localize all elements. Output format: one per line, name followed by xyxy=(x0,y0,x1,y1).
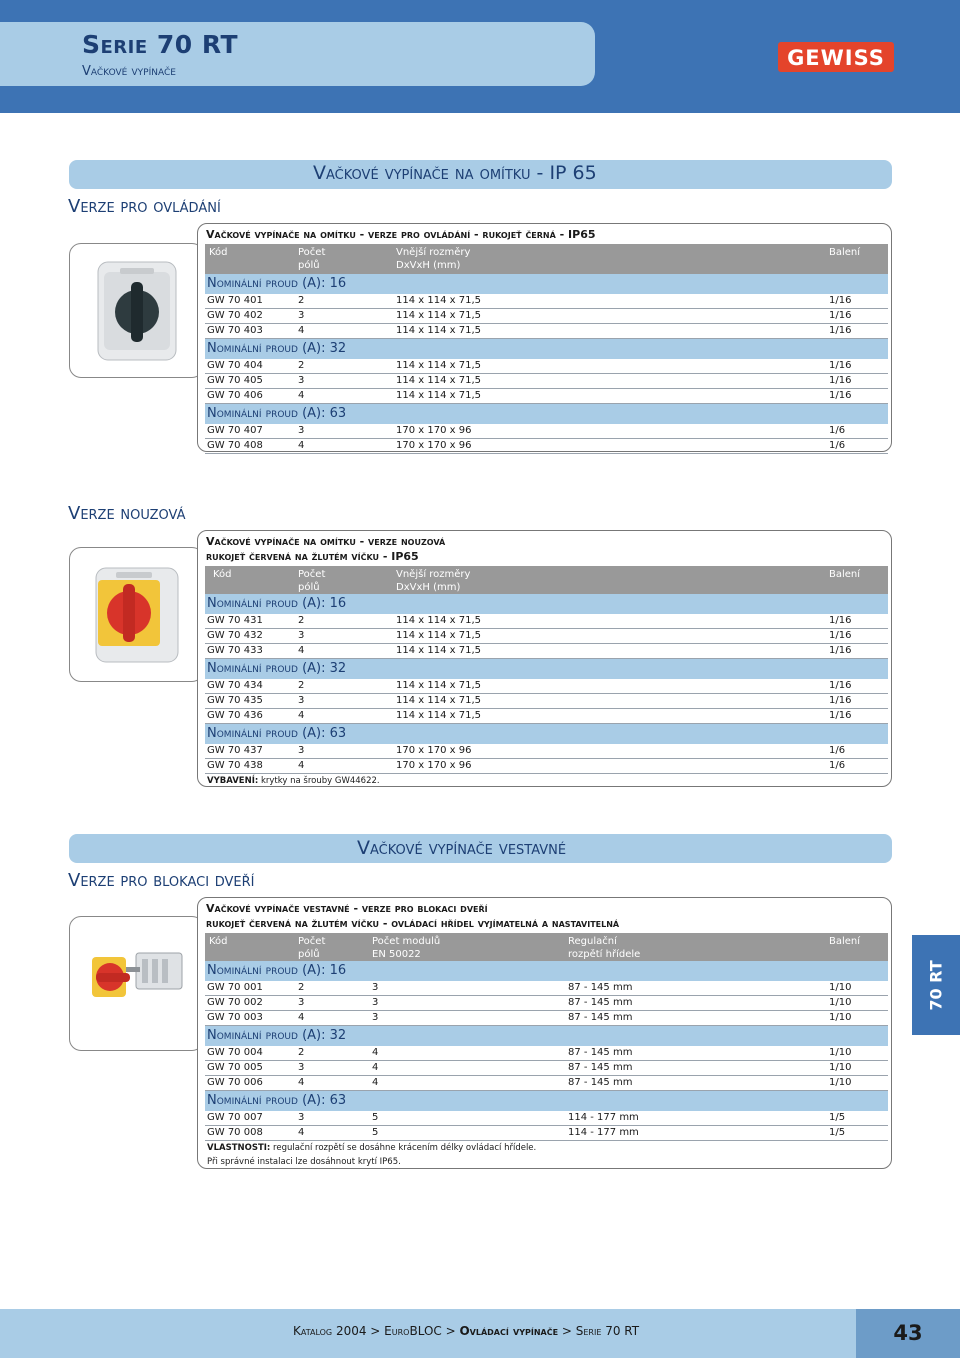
series-title: Serie 70 RT xyxy=(82,30,239,59)
table-panel-emergency xyxy=(197,530,892,787)
table-panel-door-lock xyxy=(197,897,892,1169)
table-row: GW 70 004 2 4 87 - 145 mm 1/10 xyxy=(205,1046,888,1061)
col-baleni: Balení xyxy=(829,936,861,947)
table-row: GW 70 402 3 114 x 114 x 71,5 1/16 xyxy=(205,309,888,324)
table-row: GW 70 435 3 114 x 114 x 71,5 1/16 xyxy=(205,694,888,709)
table-header xyxy=(205,566,888,594)
black-handle-switch-icon xyxy=(70,244,203,377)
product-table xyxy=(205,933,888,1169)
col-pocet: Počet xyxy=(298,936,326,947)
product-table xyxy=(205,244,888,454)
col-rozmery-2: DxVxH (mm) xyxy=(396,260,461,271)
table-row: GW 70 436 4 114 x 114 x 71,5 1/16 xyxy=(205,709,888,724)
door-lock-switch-icon xyxy=(70,917,203,1050)
group-label: Nominální proud (A): 16 xyxy=(205,274,888,294)
table-row: GW 70 001 2 3 87 - 145 mm 1/10 xyxy=(205,981,888,996)
col-pocet-2: pólů xyxy=(298,260,320,271)
group-label: Nominální proud (A): 16 xyxy=(205,961,888,981)
breadcrumb-eurobloc: EuroBLOC xyxy=(384,1324,442,1338)
table-header xyxy=(205,933,888,961)
col-kod: Kód xyxy=(209,247,228,258)
product-photo-door-lock xyxy=(69,916,204,1051)
table-row: GW 70 005 3 4 87 - 145 mm 1/10 xyxy=(205,1061,888,1076)
col-pocet: Počet xyxy=(298,569,326,580)
table-row: GW 70 404 2 114 x 114 x 71,5 1/16 xyxy=(205,359,888,374)
col-moduly-2: EN 50022 xyxy=(372,949,421,960)
page-header xyxy=(0,0,960,113)
series-subtitle: Vačkové vypínače xyxy=(82,64,176,79)
table-row: GW 70 438 4 170 x 170 x 96 1/6 xyxy=(205,759,888,774)
col-baleni: Balení xyxy=(829,569,861,580)
table-row: GW 70 434 2 114 x 114 x 71,5 1/16 xyxy=(205,679,888,694)
group-label: Nominální proud (A): 32 xyxy=(205,339,888,359)
product-photo-black-handle xyxy=(69,243,204,378)
product-table xyxy=(205,566,888,789)
table-row: GW 70 405 3 114 x 114 x 71,5 1/16 xyxy=(205,374,888,389)
group-label: Nominální proud (A): 32 xyxy=(205,659,888,679)
col-rozmery-2: DxVxH (mm) xyxy=(396,582,461,593)
table-row: GW 70 008 4 5 114 - 177 mm 1/5 xyxy=(205,1126,888,1141)
group-label: Nominální proud (A): 63 xyxy=(205,1091,888,1111)
table-row: GW 70 408 4 170 x 170 x 96 1/6 xyxy=(205,439,888,454)
col-pocet-2: pólů xyxy=(298,582,320,593)
table-row: GW 70 003 4 3 87 - 145 mm 1/10 xyxy=(205,1011,888,1026)
table-row: GW 70 431 2 114 x 114 x 71,5 1/16 xyxy=(205,614,888,629)
table-row: GW 70 437 3 170 x 170 x 96 1/6 xyxy=(205,744,888,759)
panel-title: Vačkové vypínače na omítku - verze nouzová rukojeť červená na žlutém víčku - IP65 xyxy=(206,535,446,563)
side-tab-label: 70 RT xyxy=(926,959,946,1011)
properties-note: VLASTNOSTI: regulační rozpětí se dosáhne krácením délky ovládací hřídele. Při správné instalaci lze dosáhnout krytí IP65. xyxy=(207,1143,537,1167)
table-header xyxy=(205,244,888,274)
table-row: GW 70 401 2 114 x 114 x 71,5 1/16 xyxy=(205,294,888,309)
col-pocet-2: pólů xyxy=(298,949,320,960)
table-row: GW 70 432 3 114 x 114 x 71,5 1/16 xyxy=(205,629,888,644)
red-yellow-switch-icon xyxy=(70,548,203,681)
footer-breadcrumb: Katalog 2004 > EuroBLOC > Ovládací vypínače > Serie 70 RT xyxy=(293,1324,640,1338)
table-row: GW 70 007 3 5 114 - 177 mm 1/5 xyxy=(205,1111,888,1126)
section-subtitle-emergency: Verze nouzová xyxy=(68,503,186,524)
logo-text: GEWISS xyxy=(787,46,885,70)
col-kod: Kód xyxy=(209,936,228,947)
col-pocet: Počet xyxy=(298,247,326,258)
breadcrumb-serie: Serie 70 RT xyxy=(575,1324,640,1338)
col-regul-2: rozpětí hřídele xyxy=(568,949,641,960)
table-row: GW 70 406 4 114 x 114 x 71,5 1/16 xyxy=(205,389,888,404)
table-row: GW 70 433 4 114 x 114 x 71,5 1/16 xyxy=(205,644,888,659)
page-number: 43 xyxy=(856,1309,960,1358)
table-row: GW 70 407 3 170 x 170 x 96 1/6 xyxy=(205,424,888,439)
col-moduly: Počet modulů xyxy=(372,936,441,947)
gewiss-logo xyxy=(778,42,894,72)
col-baleni: Balení xyxy=(829,247,861,258)
section-title-built-in: Vačkové vypínače vestavné xyxy=(357,837,567,859)
breadcrumb-ovladaci: Ovládací vypínače xyxy=(459,1324,559,1338)
panel-title: Vačkové vypínače vestavné - verze pro blokaci dveří rukojeť červená na žlutém víčku - ovládací hřídel vyjímatelná a nastavitelná xyxy=(206,902,620,930)
group-label: Nominální proud (A): 32 xyxy=(205,1026,888,1046)
breadcrumb-katalog: Katalog 2004 xyxy=(293,1324,367,1338)
equipment-note: VYBAVENÍ: krytky na šrouby GW44622. xyxy=(207,776,380,786)
side-tab xyxy=(912,935,960,1035)
col-kod: Kód xyxy=(213,569,232,580)
table-row: GW 70 006 4 4 87 - 145 mm 1/10 xyxy=(205,1076,888,1091)
panel-title: Vačkové vypínače na omítku - verze pro ovládání - rukojeť černá - IP65 xyxy=(206,228,596,241)
group-label: Nominální proud (A): 16 xyxy=(205,594,888,614)
section-title-surface-mount: Vačkové vypínače na omítku - IP 65 xyxy=(313,162,597,184)
group-label: Nominální proud (A): 63 xyxy=(205,404,888,424)
product-photo-red-handle xyxy=(69,547,204,682)
col-rozmery: Vnější rozměry xyxy=(396,247,471,258)
group-label: Nominální proud (A): 63 xyxy=(205,724,888,744)
col-rozmery: Vnější rozměry xyxy=(396,569,471,580)
table-row: GW 70 002 3 3 87 - 145 mm 1/10 xyxy=(205,996,888,1011)
section-subtitle-door-lock: Verze pro blokaci dveří xyxy=(68,870,255,891)
table-row: GW 70 403 4 114 x 114 x 71,5 1/16 xyxy=(205,324,888,339)
table-panel-control xyxy=(197,223,892,452)
section-subtitle-control: Verze pro ovládání xyxy=(68,196,221,217)
col-regul: Regulační xyxy=(568,936,617,947)
